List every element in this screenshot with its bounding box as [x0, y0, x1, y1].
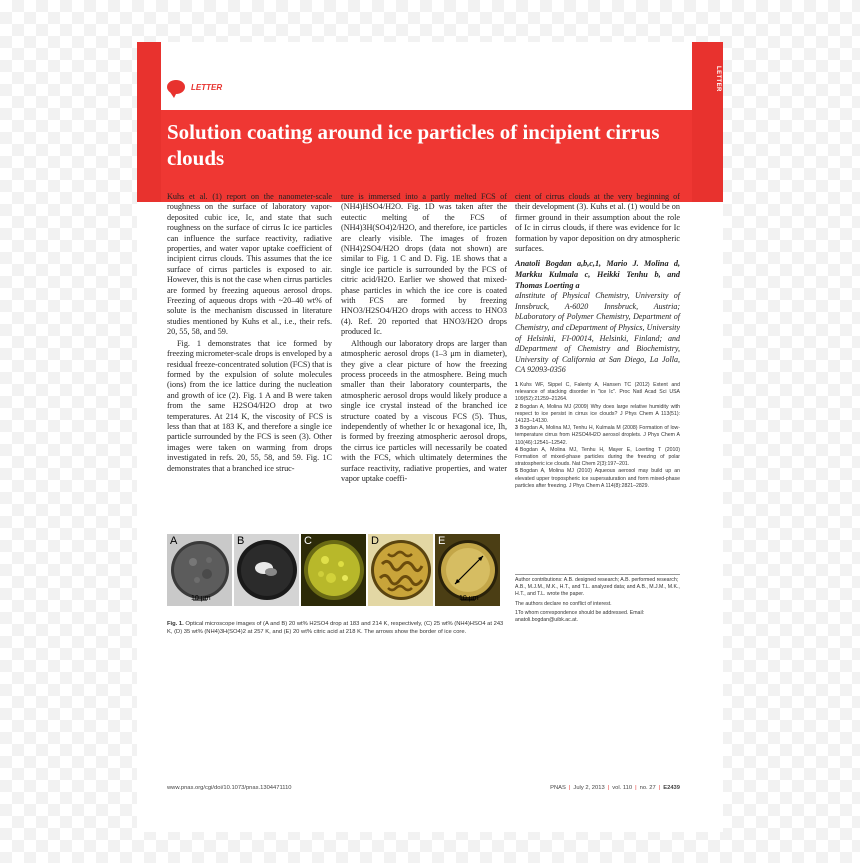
- doi-link[interactable]: www.pnas.org/cgi/doi/10.1073/pnas.1304471110: [167, 785, 292, 791]
- figure-panel-d: [368, 534, 433, 606]
- panel-label: E: [438, 535, 446, 547]
- reference-item: 1 Kuhs WF, Sippel C, Falenty A, Hansen TC (2012) Extent and relevance of stacking disorder in "ice Ic". Proc Natl Acad Sci USA 109(52):21259–21264.: [515, 381, 680, 403]
- panel-label: D: [371, 535, 379, 547]
- reference-item: 4 Bogdan A, Molina MJ, Tenhu H, Mayer E, Loerting T (2010) Formation of mixed-phase particles during the freezing of polar stratospheric ice clouds. Nat Chem 2(3):197–201.: [515, 446, 680, 468]
- speech-bubble-icon: [167, 80, 185, 94]
- affiliations: aInstitute of Physical Chemistry, University of Innsbruck, A-6020 Innsbruck, Austria; bLaboratory of Polymer Chemistry, Department of Chemistry, and cDepartment of Physics, University of Helsinki, FI-00014, Helsinki, Finland; and dDepartment of Chemistry and Biochemistry, University of California at San Diego, La Jolla, CA 92093-0356: [515, 291, 680, 375]
- reference-item: 3 Bogdan A, Molina MJ, Tenhu H, Kulmala M (2008) Formation of low-temperature cirrus from H2SO4/H2O aerosol droplets. J Phys Chem A 110(46):12541–12542.: [515, 425, 680, 446]
- references: [515, 382, 680, 490]
- paragraph: Although our laboratory drops are larger than atmospheric aerosol drops (1–3 μm in diameter), they give a clear picture of how the freezing process proceeds in the atmosphere. Being much smaller than their laboratory counterparts, the atmospheric aerosol drops would likely produce a single ice crystal instead of the branched ice structure coated by a viscous FCS (5). Thus, independently of whether Ic or hexagonal ice, Ih, is formed by freezing atmospheric aerosol drops, the cirrus ice particles will necessarily be coated with the FCS, which ultimately determines the surface reactivity, radiative properties, and water vapor uptake coeffi-: [341, 338, 507, 483]
- page-number: E2439: [663, 785, 680, 791]
- journal-name: PNAS: [550, 785, 566, 791]
- column-1: [167, 192, 332, 475]
- column-2: [341, 192, 507, 485]
- side-tab-label: LETTER: [715, 66, 721, 92]
- figure-1: [167, 534, 504, 606]
- section-header: [167, 80, 222, 94]
- figure-panel-e: [435, 534, 500, 606]
- paragraph: Kuhs et al. (1) report on the nanometer-scale roughness on the surface of laboratory vapor-deposited cubic ice, Ic, and state that such roughness on the surface of cirrus Ic ice particles can influence the surface reactivity, radiative properties, and water vapor uptake coefficient of incipient cirrus clouds. This assumes that the ice surface of cirrus particles is exposed to air. However, this is not the case when cirrus particles are formed by freezing aqueous aerosol drops. Freezing of aqueous drops with ~20–40 wt% of solute is the mechanism discussed in literature studies mentioned by Kuhs et al., i.e., their refs. 20, 55, 58, and 59.: [167, 192, 332, 337]
- conflict-statement: The authors declare no conflict of interest.: [515, 600, 612, 607]
- author-notes: [515, 574, 680, 626]
- section-label: LETTER: [191, 82, 223, 92]
- author-names: Anatoli Bogdan a,b,c,1, Mario J. Molina d, Markku Kulmala c, Heikki Tenhu b, and Thomas Loerting a: [515, 259, 680, 290]
- author-contributions: Author contributions: A.B. designed research; A.B. performed research; A.B., M.J.M., M.K., H.T., and T.L. analyzed data; and A.B., M.J.M., M.K., H.T., and T.L. wrote the paper.: [515, 577, 680, 598]
- correspondence: 1To whom correspondence should be addressed. Email: anatoli.bogdan@uibk.ac.at.: [515, 609, 645, 624]
- figure-number: Fig. 1.: [167, 621, 184, 627]
- scale-bar-label: 10 μm: [191, 595, 211, 602]
- panel-label: A: [170, 535, 178, 547]
- panel-label: C: [304, 535, 312, 547]
- reference-item: 5 Bogdan A, Molina MJ (2010) Aqueous aerosol may build up an elevated upper tropospheric ice supersaturation and form mixed-phase particles after freezing. J Phys Chem A 114(8):2821–2829.: [515, 468, 680, 489]
- article-title: Solution coating around ice particles of incipient cirrus clouds: [167, 120, 660, 170]
- caption-text: Optical microscope images of (A and B) 20 wt% H2SO4 drop at 183 and 214 K, respectively, (C) 25 wt% (NH4)HSO4 at 243 K, (D) 35 wt% (NH4)3H(SO4)2 at 257 K, and (E) 20 wt% citric acid at 218 K. The arrows show the border of ice core.: [167, 621, 504, 635]
- figure-panel-c: [301, 534, 366, 606]
- paragraph: Fig. 1 demonstrates that ice formed by freezing micrometer-scale drops is enveloped by a residual freeze-concentrated solution (FCS) that is formed by the expulsion of solute molecules (ions) from the ice lattice during the nucleation and growth of ice (2). Fig. 1 A and B were taken from the same H2SO4/H2O drop at two temperatures. At 214 K, the viscosity of FCS is less than that at 183 K, and therefore a single ice particle surrounded by the FCS is seen (3). Other images were taken on warming from drops investigated in refs. 20, 55, 58, and 59. Fig. 1C demonstrates that a branched ice struc-: [167, 338, 332, 473]
- reference-item: 2 Bogdan A, Molina MJ (2009) Why does large relative humidity with respect to ice persist in cirrus ice clouds? J Phys Chem A 113(51): 14123–14130.: [515, 403, 680, 424]
- figure-panel-a: [167, 534, 232, 606]
- left-red-bar: [137, 42, 161, 202]
- volume: vol. 110: [612, 785, 633, 791]
- footer-citation: PNAS | July 2, 2013 | vol. 110 | no. 27 | E2439: [550, 785, 680, 791]
- scale-bar-label: 10 μm: [459, 595, 479, 602]
- issue-number: no. 27: [639, 785, 656, 791]
- journal-page: [137, 42, 723, 832]
- issue-date: July 2, 2013: [573, 785, 605, 791]
- paragraph: cient of cirrus clouds at the very beginning of their development (3). Kuhs et al. (1) would be on firmer ground in their assumption about the role of Ic in cirrus clouds, if there was evidence for Ic formation by vapor deposition on dry atmospheric surfaces.: [515, 192, 680, 254]
- panel-label: B: [237, 535, 245, 547]
- paragraph: ture is immersed into a partly melted FCS of (NH4)HSO4/H2O. Fig. 1D was taken after the eutectic melting of the FCS of (NH4)3H(SO4)2/H2O, and therefore, ice particles are clearly visible. The images of frozen (NH4)2SO4/H2O drops (data not shown) are similar to Fig. 1 C and D. Fig. 1E shows that a single ice particle is surrounded by the FCS of citric acid/H2O. Earlier we showed that mixed-phase particles in which the ice core is coated with FCS are formed by freezing HNO3/H2SO4/H2O drops with access to HNO3 (4). Ref. 20 reported that HNO3/H2O drops produced Ic.: [341, 192, 507, 337]
- column-3: [515, 192, 680, 490]
- figure-panel-b: [234, 534, 299, 606]
- figure-caption: [167, 620, 504, 636]
- author-list: [515, 259, 680, 291]
